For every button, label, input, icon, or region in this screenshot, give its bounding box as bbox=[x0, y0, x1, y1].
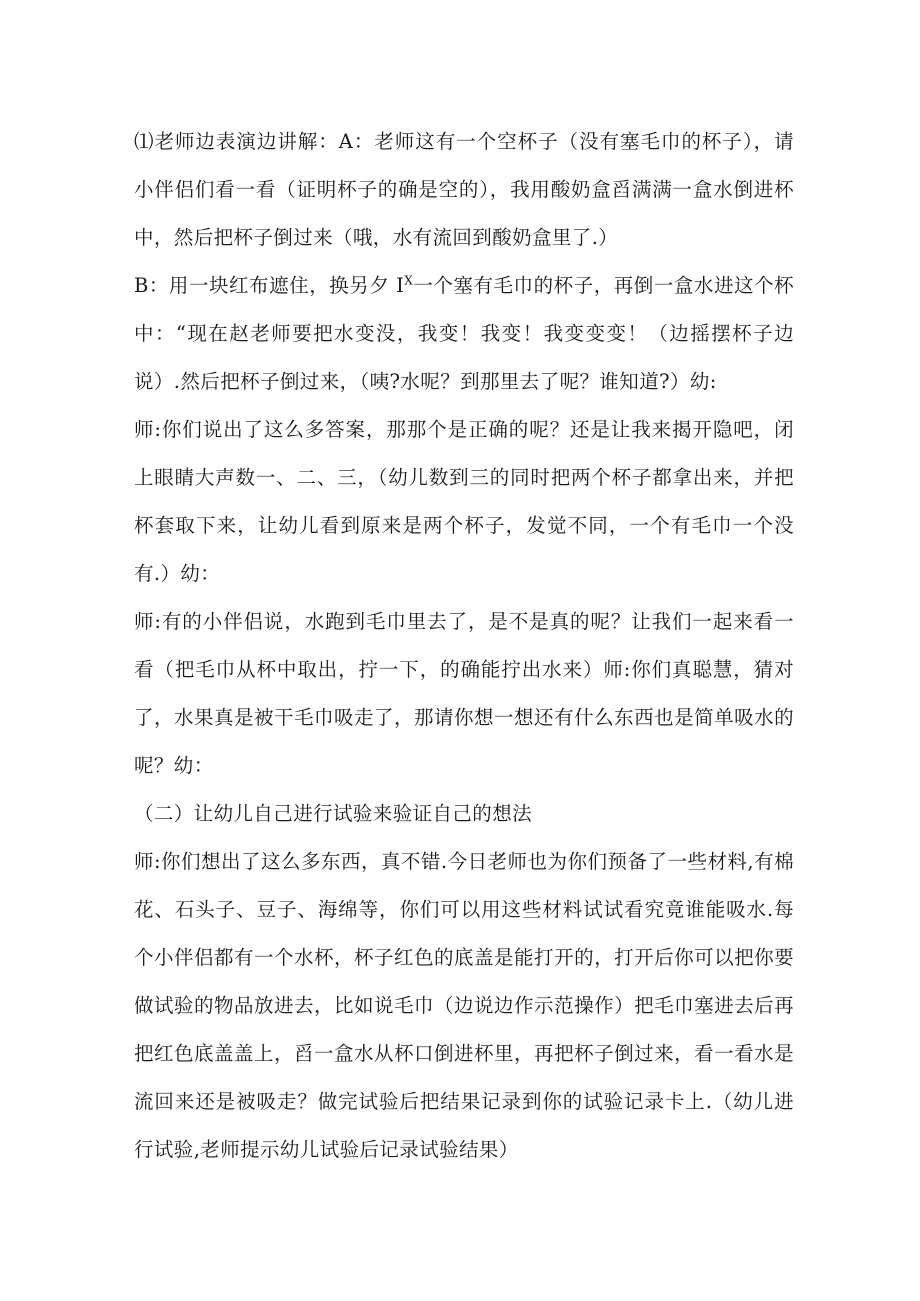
paragraph-demonstration-b bbox=[134, 262, 794, 406]
paragraph-b-text-after: 一个塞有毛巾的杯子，再倒一盒水进这个杯中：“现在赵老师要把水变没，我变！我变！我变变变！（边摇摆杯子边说）.然后把杯子倒过来，（咦?水呢？到那里去了呢？谁知道?）幼: bbox=[134, 274, 794, 393]
paragraph-reveal: 师:你们说出了这么多答案，那那个是正确的呢？还是让我来揭开隐吧，闭上眼睛大声数一、二、三，（幼儿数到三的同时把两个杯子都拿出来，并把杯套取下来，让幼儿看到原来是两个杯子，发觉不同，一个有毛巾一个没有.）幼： bbox=[134, 418, 794, 585]
section-heading-experiment: （二）让幼儿自己进行试验来验证自己的想法 bbox=[134, 802, 533, 825]
paragraph-demonstration-a: ⑴老师边表演边讲解：A：老师这有一个空杯子（没有塞毛巾的杯子），请小伴侣们看一看（证明杯子的确是空的），我用酸奶盒舀满满一盒水倒进杯中，然后把杯子倒过来（哦，水有流回到酸奶盒里了.） bbox=[134, 130, 794, 249]
paragraph-b-text-before: B：用一块红布遮住，换另夕 I bbox=[134, 274, 405, 297]
paragraph-experiment-instructions: 师:你们想出了这么多东西，真不错.今日老师也为你们预备了一些材料,有棉花、石头子、豆子、海绵等，你们可以用这些材料试试看究竟谁能吸水.每个小伴侣都有一个水杯，杯子红色的底盖是能打开的，打开后你可以把你要做试验的物品放进去，比如说毛巾（边说边作示范操作）把毛巾塞进去后再把红色底盖盖上，舀一盒水从杯口倒进杯里，再把杯子倒过来，看一看水是流回来还是被吸走？做完试验后把结果记录到你的试验记录卡上.（幼儿进行试验,老师提示幼儿试验后记录试验结果） bbox=[134, 850, 794, 1161]
paragraph-b-superscript: X bbox=[404, 273, 414, 288]
paragraph-towel-explanation: 师:有的小伴侣说，水跑到毛巾里去了，是不是真的呢？让我们一起来看一看（把毛巾从杯中取出，拧一下，的确能拧出水来）师:你们真聪慧，猜对了，水果真是被干毛巾吸走了，那请你想一想还有什么东西也是简单吸水的呢？幼： bbox=[134, 610, 794, 777]
